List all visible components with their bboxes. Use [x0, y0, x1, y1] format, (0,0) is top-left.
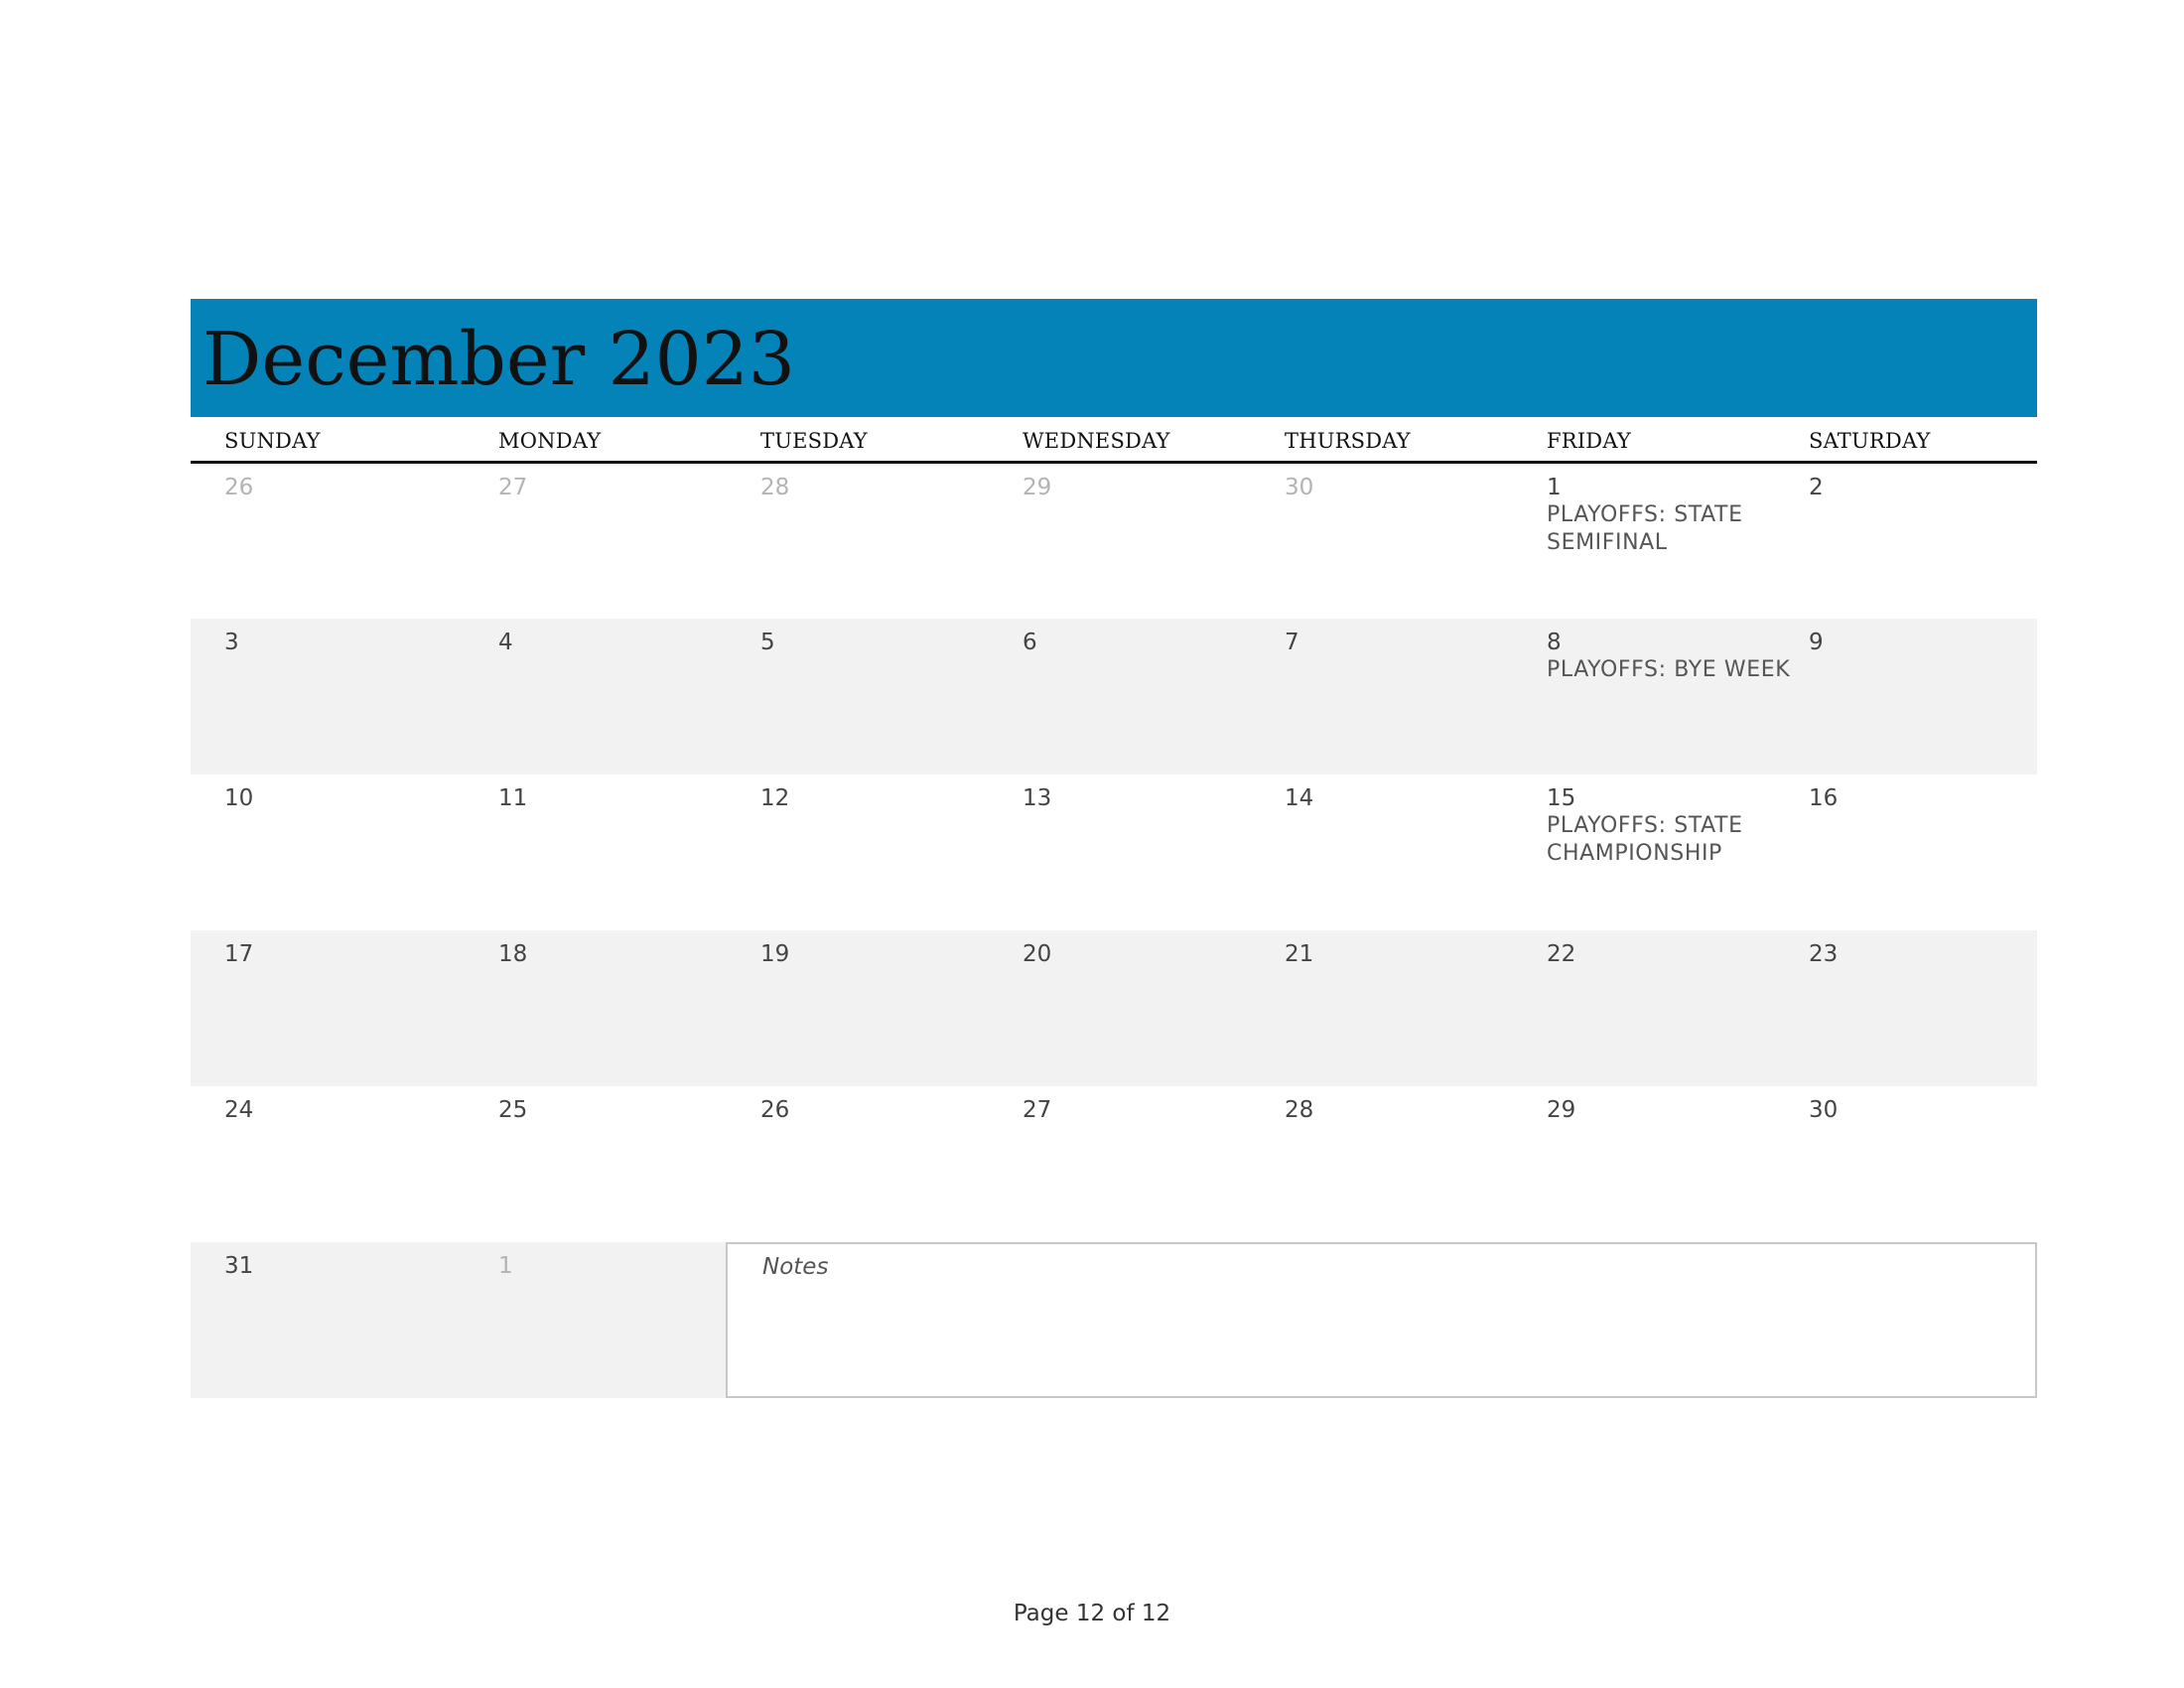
day-cell[interactable]: 11	[498, 785, 528, 811]
weekday-header-row	[191, 417, 2037, 464]
day-cell[interactable]: 5	[760, 630, 775, 655]
week-row	[191, 930, 2037, 1086]
weekday-saturday: SATURDAY	[1809, 429, 1931, 453]
day-cell[interactable]: 13	[1023, 785, 1052, 811]
week-row	[191, 1086, 2037, 1242]
notes-box[interactable]	[726, 1242, 2037, 1398]
day-cell[interactable]: 27	[498, 475, 528, 500]
day-cell[interactable]: 24	[224, 1097, 254, 1123]
day-cell[interactable]: 9	[1809, 630, 1824, 655]
day-cell[interactable]: 28	[1285, 1097, 1314, 1123]
notes-label: Notes	[762, 1254, 829, 1280]
week-row	[191, 619, 2037, 774]
day-cell[interactable]: 23	[1809, 941, 1839, 967]
calendar-event[interactable]: PLAYOFFS: STATE SEMIFINAL	[1547, 502, 1743, 555]
day-cell[interactable]: 3	[224, 630, 239, 655]
day-cell[interactable]: 22	[1547, 941, 1576, 967]
day-cell[interactable]: 29	[1023, 475, 1052, 500]
weeks-container	[191, 464, 2037, 1242]
day-cell[interactable]: 30	[1285, 475, 1314, 500]
day-cell[interactable]: 7	[1285, 630, 1299, 655]
weekday-friday: FRIDAY	[1547, 429, 1631, 453]
day-cell[interactable]: 8	[1547, 630, 1562, 655]
day-cell[interactable]: 14	[1285, 785, 1314, 811]
week-row	[191, 464, 2037, 619]
day-cell[interactable]: 1	[498, 1253, 513, 1279]
day-cell[interactable]: 17	[224, 941, 254, 967]
day-cell[interactable]: 20	[1023, 941, 1052, 967]
calendar	[191, 299, 2037, 1398]
day-cell[interactable]: 18	[498, 941, 528, 967]
month-banner	[191, 299, 2037, 417]
week-row	[191, 774, 2037, 930]
day-cell[interactable]: 6	[1023, 630, 1037, 655]
weekday-sunday: SUNDAY	[224, 429, 321, 453]
day-cell[interactable]: 21	[1285, 941, 1314, 967]
weekday-thursday: THURSDAY	[1285, 429, 1411, 453]
day-cell[interactable]: 16	[1809, 785, 1839, 811]
weekday-monday: MONDAY	[498, 429, 602, 453]
day-cell[interactable]: 2	[1809, 475, 1824, 500]
day-cell[interactable]: 15	[1547, 785, 1576, 811]
final-week-row	[191, 1242, 2037, 1398]
day-cell[interactable]: 26	[224, 475, 254, 500]
weekday-wednesday: WEDNESDAY	[1023, 429, 1170, 453]
day-cell[interactable]: 28	[760, 475, 790, 500]
month-title: December 2023	[203, 317, 795, 402]
day-cell[interactable]: 26	[760, 1097, 790, 1123]
day-cell[interactable]: 27	[1023, 1097, 1052, 1123]
weekday-tuesday: TUESDAY	[760, 429, 868, 453]
day-cell[interactable]: 10	[224, 785, 254, 811]
day-cell[interactable]: 19	[760, 941, 790, 967]
day-cell[interactable]: 25	[498, 1097, 528, 1123]
day-cell[interactable]: 12	[760, 785, 790, 811]
day-cell[interactable]: 31	[224, 1253, 254, 1279]
calendar-event[interactable]: PLAYOFFS: BYE WEEK	[1547, 657, 1791, 682]
calendar-event[interactable]: PLAYOFFS: STATE CHAMPIONSHIP	[1547, 813, 1743, 866]
day-cell[interactable]: 30	[1809, 1097, 1839, 1123]
day-cell[interactable]: 1	[1547, 475, 1562, 500]
final-week-shade	[191, 1242, 727, 1398]
day-cell[interactable]: 29	[1547, 1097, 1576, 1123]
day-cell[interactable]: 4	[498, 630, 513, 655]
page-number: Page 12 of 12	[1013, 1601, 1171, 1626]
